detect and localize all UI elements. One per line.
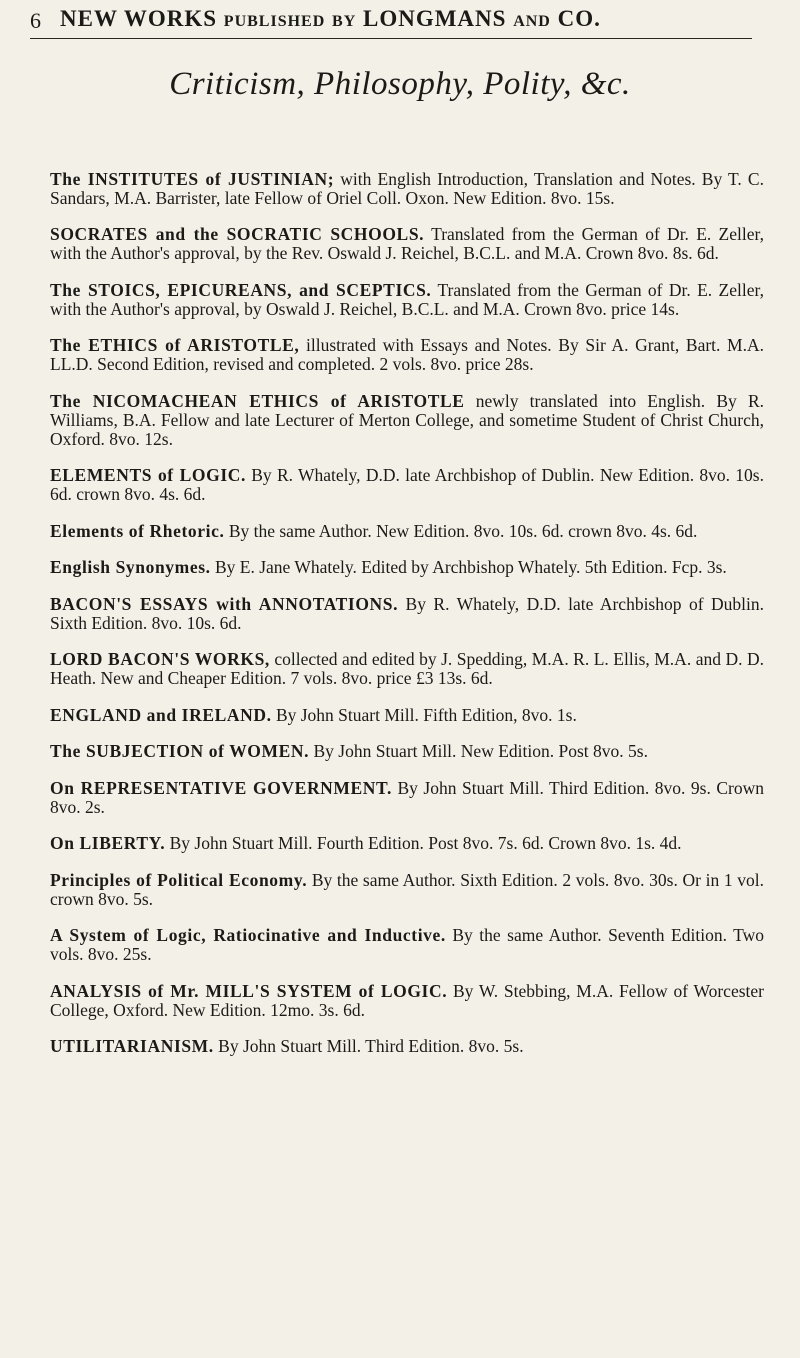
entry-details: Translated from the German of Dr. E. Zeller, with the Author's approval, by the Rev. Oswald J. Reichel, B.C.L. and M.A. Crown 8vo. 8s. 6d. bbox=[50, 224, 764, 263]
entry-details: illustrated with Essays and Notes. By Sir A. Grant, Bart. M.A. LL.D. Second Edition, revised and completed. 2 vols. 8vo. price 28s. bbox=[50, 335, 764, 374]
entry-details: newly translated into English. By R. Williams, B.A. Fellow and late Lecturer of Merton College, and sometime Student of Christ Church, Oxford. 8vo. 12s. bbox=[50, 390, 764, 449]
entry-title: The ETHICS of ARISTOTLE, bbox=[50, 335, 300, 355]
entry-title: BACON'S ESSAYS with ANNOTATIONS. bbox=[50, 593, 399, 614]
publisher-line: NEW WORKS published by LONGMANS and CO. bbox=[60, 6, 601, 31]
entry-details: By E. Jane Whately. Edited by Archbishop Whately. 5th Edition. Fcp. 3s. bbox=[210, 557, 727, 577]
entry-title: SOCRATES and the SOCRATIC SCHOOLS. bbox=[50, 224, 425, 244]
entry-details: collected and edited by J. Spedding, M.A. R. L. Ellis, M.A. and D. D. Heath. New and Cheaper Edition. 7 vols. 8vo. price £3 13s. 6d. bbox=[50, 649, 764, 688]
entries-list bbox=[50, 152, 764, 1071]
entry-details: By the same Author. New Edition. 8vo. 10s. 6d. crown 8vo. 4s. 6d. bbox=[224, 520, 698, 541]
entry-details: By John Stuart Mill. New Edition. Post 8vo. 5s. bbox=[309, 741, 648, 761]
entry-title: English Synonymes. bbox=[50, 557, 211, 577]
entry-details: By John Stuart Mill. Third Edition. 8vo. 9s. Crown 8vo. 2s. bbox=[50, 777, 764, 817]
entry bbox=[50, 1037, 764, 1056]
section-title: Criticism, Philosophy, Polity, &c. bbox=[169, 66, 631, 102]
entry-details: Translated from the German of Dr. E. Zeller, with the Author's approval, by Oswald J. Reichel, B.C.L. and M.A. Crown 8vo. price 14s. bbox=[50, 279, 764, 319]
entry bbox=[50, 650, 764, 688]
entry-title: UTILITARIANISM. bbox=[50, 1036, 214, 1056]
entry-title: The NICOMACHEAN ETHICS of ARISTOTLE bbox=[50, 390, 465, 411]
entry bbox=[50, 706, 764, 725]
entry-title: LORD BACON'S WORKS, bbox=[50, 649, 270, 669]
entry bbox=[50, 281, 764, 319]
entry-details: By W. Stebbing, M.A. Fellow of Worcester College, Oxford. New Edition. 12mo. 3s. 6d. bbox=[50, 980, 764, 1020]
entry-title: ENGLAND and IRELAND. bbox=[50, 704, 272, 725]
entry bbox=[50, 982, 764, 1020]
entry-title: On REPRESENTATIVE GOVERNMENT. bbox=[50, 777, 392, 798]
entry-title: The INSTITUTES of JUSTINIAN; bbox=[50, 168, 335, 189]
entry-details: By R. Whately, D.D. late Archbishop of Dublin. Sixth Edition. 8vo. 10s. 6d. bbox=[50, 593, 764, 633]
entry bbox=[50, 558, 764, 577]
running-head bbox=[30, 6, 750, 42]
entry bbox=[50, 466, 764, 504]
entry-details: By John Stuart Mill. Fourth Edition. Post 8vo. 7s. 6d. Crown 8vo. 1s. 4d. bbox=[165, 833, 682, 853]
entry bbox=[50, 170, 764, 208]
entry-title: ELEMENTS of LOGIC. bbox=[50, 465, 246, 485]
entry-title: Principles of Political Economy. bbox=[50, 869, 308, 890]
entry bbox=[50, 392, 764, 449]
entry bbox=[50, 834, 764, 853]
entry bbox=[50, 926, 764, 964]
entry-title: ANALYSIS of Mr. MILL'S SYSTEM of LOGIC. bbox=[50, 980, 448, 1001]
entry-title: Elements of Rhetoric. bbox=[50, 520, 225, 541]
page-number: 6 bbox=[30, 8, 41, 33]
entry-details: with English Introduction, Translation and Notes. By T. C. Sandars, M.A. Barrister, late Fellow of Oriel Coll. Oxon. New Edition. 8vo. 15s. bbox=[50, 168, 764, 208]
entry bbox=[50, 522, 764, 541]
entry-details: By R. Whately, D.D. late Archbishop of Dublin. New Edition. 8vo. 10s. 6d. crown 8vo. 4s. 6d. bbox=[50, 465, 764, 504]
entry-title: The STOICS, EPICUREANS, and SCEPTICS. bbox=[50, 279, 432, 300]
entry bbox=[50, 336, 764, 374]
entry bbox=[50, 779, 764, 817]
entry-details: By John Stuart Mill. Third Edition. 8vo. 5s. bbox=[213, 1036, 524, 1056]
header-rule bbox=[30, 38, 752, 39]
entry-details: By the same Author. Seventh Edition. Two vols. 8vo. 25s. bbox=[50, 925, 765, 964]
entry-title: A System of Logic, Ratiocinative and Inductive. bbox=[50, 925, 446, 945]
entry bbox=[50, 742, 764, 761]
entry-details: By John Stuart Mill. Fifth Edition, 8vo. 1s. bbox=[271, 704, 577, 725]
entry bbox=[50, 225, 764, 263]
entry-title: The SUBJECTION of WOMEN. bbox=[50, 741, 310, 761]
entry bbox=[50, 871, 764, 909]
entry bbox=[50, 595, 764, 633]
entry-details: By the same Author. Sixth Edition. 2 vols. 8vo. 30s. Or in 1 vol. crown 8vo. 5s. bbox=[50, 869, 764, 909]
entry-title: On LIBERTY. bbox=[50, 833, 166, 853]
